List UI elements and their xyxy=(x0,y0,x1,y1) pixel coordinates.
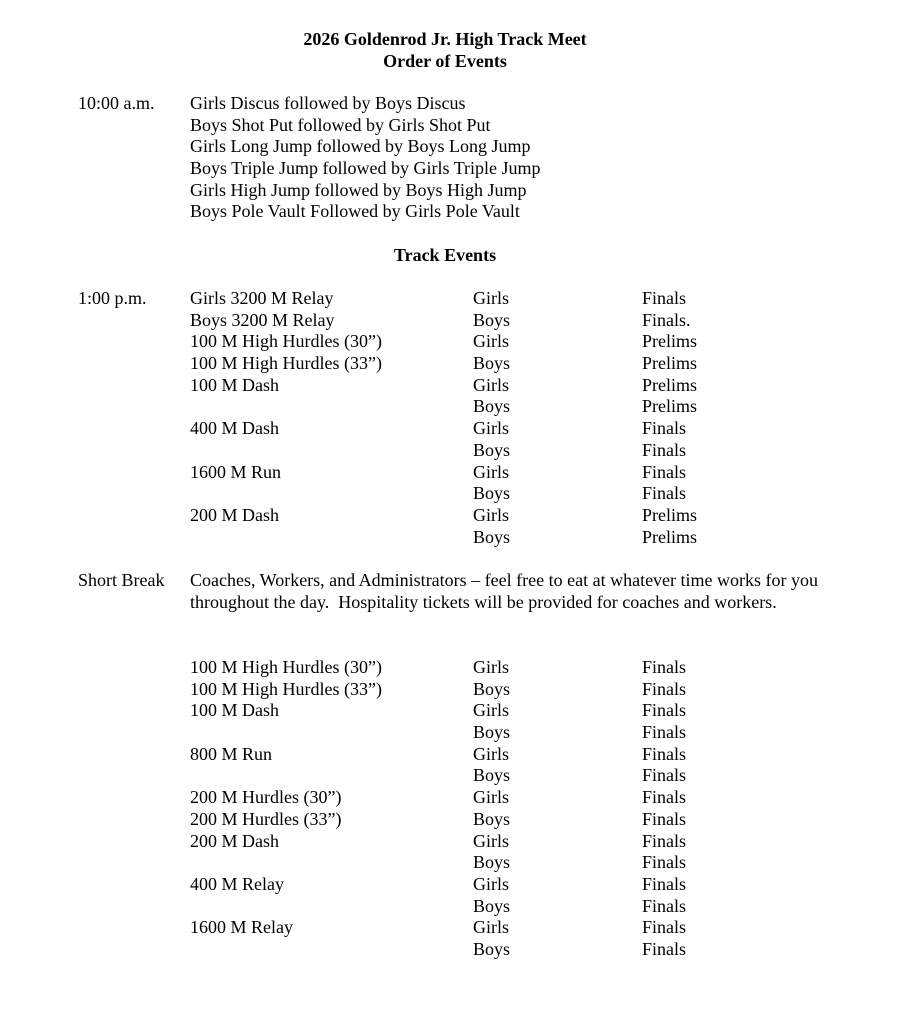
table-row xyxy=(0,831,912,853)
event-name: 400 M Relay xyxy=(190,873,284,894)
round: Finals xyxy=(642,787,687,808)
round: Finals xyxy=(642,873,687,894)
round: Prelims xyxy=(642,353,698,374)
gender: Boys xyxy=(473,765,511,786)
field-event-item: Boys Shot Put followed by Girls Shot Put xyxy=(190,114,491,135)
round: Prelims xyxy=(642,504,698,525)
document-subtitle: Order of Events xyxy=(383,50,507,71)
event-name: 100 M High Hurdles (30”) xyxy=(190,657,382,677)
event-name: 400 M Dash xyxy=(190,418,279,439)
gender: Girls xyxy=(473,830,509,851)
table-row xyxy=(0,939,912,961)
gender: Girls xyxy=(473,288,509,308)
table-row xyxy=(0,418,912,440)
gender: Boys xyxy=(473,483,511,504)
round: Finals xyxy=(642,700,687,721)
table-row xyxy=(0,440,912,462)
event-name: 200 M Dash xyxy=(190,830,279,851)
gender: Boys xyxy=(473,526,511,547)
finals-table xyxy=(0,657,912,961)
round: Prelims xyxy=(642,396,698,417)
event-name: 100 M High Hurdles (33”) xyxy=(190,353,382,374)
event-name: 100 M High Hurdles (33”) xyxy=(190,678,382,699)
round: Finals xyxy=(642,657,687,677)
round: Finals xyxy=(642,288,687,308)
field-events-list xyxy=(190,93,541,223)
round: Finals xyxy=(642,439,687,460)
round: Finals xyxy=(642,938,687,959)
track-events-time: 1:00 p.m. xyxy=(78,288,147,308)
table-row xyxy=(0,809,912,831)
event-name: 100 M Dash xyxy=(190,374,279,395)
event-name: 200 M Dash xyxy=(190,504,279,525)
table-row xyxy=(0,917,912,939)
round: Finals xyxy=(642,461,687,482)
table-row xyxy=(0,375,912,397)
field-event-item: Girls High Jump followed by Boys High Jump xyxy=(190,179,527,200)
table-row xyxy=(0,765,912,787)
gender: Boys xyxy=(473,808,511,829)
round: Finals xyxy=(642,830,687,851)
event-name: 200 M Hurdles (33”) xyxy=(190,808,342,829)
round: Prelims xyxy=(642,374,698,395)
gender: Boys xyxy=(473,938,511,959)
event-name: 1600 M Run xyxy=(190,461,282,482)
event-name: 100 M High Hurdles (30”) xyxy=(190,331,382,352)
field-event-item: Girls Discus followed by Boys Discus xyxy=(190,93,466,113)
round: Finals xyxy=(642,678,687,699)
short-break-label: Short Break xyxy=(78,570,165,590)
gender: Boys xyxy=(473,895,511,916)
gender: Girls xyxy=(473,743,509,764)
round: Finals xyxy=(642,765,687,786)
event-name: Girls 3200 M Relay xyxy=(190,288,334,308)
field-event-item: Boys Triple Jump followed by Girls Triple Jump xyxy=(190,158,541,179)
round: Finals xyxy=(642,808,687,829)
track-events-heading: Track Events xyxy=(393,245,497,265)
table-row xyxy=(0,874,912,896)
round: Finals xyxy=(642,852,687,873)
gender: Boys xyxy=(473,309,511,330)
round: Prelims xyxy=(642,526,698,547)
field-event-item: Boys Pole Vault Followed by Girls Pole Vault xyxy=(190,201,520,222)
table-row xyxy=(0,744,912,766)
round: Finals. xyxy=(642,309,691,330)
short-break-text: Coaches, Workers, and Administrators – feel free to eat at whatever time works for you throughout the day. Hospitality tickets will be provided for coaches and workers. xyxy=(190,570,819,612)
field-events-time: 10:00 a.m. xyxy=(78,93,155,113)
gender: Boys xyxy=(473,396,511,417)
table-row xyxy=(0,896,912,918)
gender: Girls xyxy=(473,374,509,395)
track-events-table xyxy=(0,288,912,548)
gender: Boys xyxy=(473,353,511,374)
gender: Boys xyxy=(473,852,511,873)
event-name: Boys 3200 M Relay xyxy=(190,309,335,330)
gender: Boys xyxy=(473,678,511,699)
event-name: 1600 M Relay xyxy=(190,917,293,938)
document-title: 2026 Goldenrod Jr. High Track Meet xyxy=(303,29,587,49)
table-row xyxy=(0,700,912,722)
gender: Girls xyxy=(473,917,509,938)
round: Finals xyxy=(642,483,687,504)
round: Prelims xyxy=(642,331,698,352)
table-row xyxy=(0,722,912,744)
table-row xyxy=(0,288,912,310)
table-row xyxy=(0,462,912,484)
table-row xyxy=(0,852,912,874)
round: Finals xyxy=(642,418,687,439)
round: Finals xyxy=(642,917,687,938)
gender: Girls xyxy=(473,331,509,352)
gender: Girls xyxy=(473,418,509,439)
round: Finals xyxy=(642,722,687,743)
gender: Girls xyxy=(473,873,509,894)
round: Finals xyxy=(642,743,687,764)
gender: Girls xyxy=(473,461,509,482)
table-row xyxy=(0,310,912,332)
table-row xyxy=(0,657,912,679)
gender: Girls xyxy=(473,504,509,525)
table-row xyxy=(0,527,912,549)
gender: Girls xyxy=(473,657,509,677)
table-row xyxy=(0,331,912,353)
event-name: 800 M Run xyxy=(190,743,273,764)
gender: Girls xyxy=(473,787,509,808)
table-row xyxy=(0,483,912,505)
table-row xyxy=(0,396,912,418)
table-row xyxy=(0,353,912,375)
table-row xyxy=(0,505,912,527)
table-row xyxy=(0,787,912,809)
gender: Boys xyxy=(473,722,511,743)
gender: Boys xyxy=(473,439,511,460)
event-name: 200 M Hurdles (30”) xyxy=(190,787,342,808)
table-row xyxy=(0,679,912,701)
gender: Girls xyxy=(473,700,509,721)
round: Finals xyxy=(642,895,687,916)
event-name: 100 M Dash xyxy=(190,700,279,721)
field-event-item: Girls Long Jump followed by Boys Long Jump xyxy=(190,136,531,157)
